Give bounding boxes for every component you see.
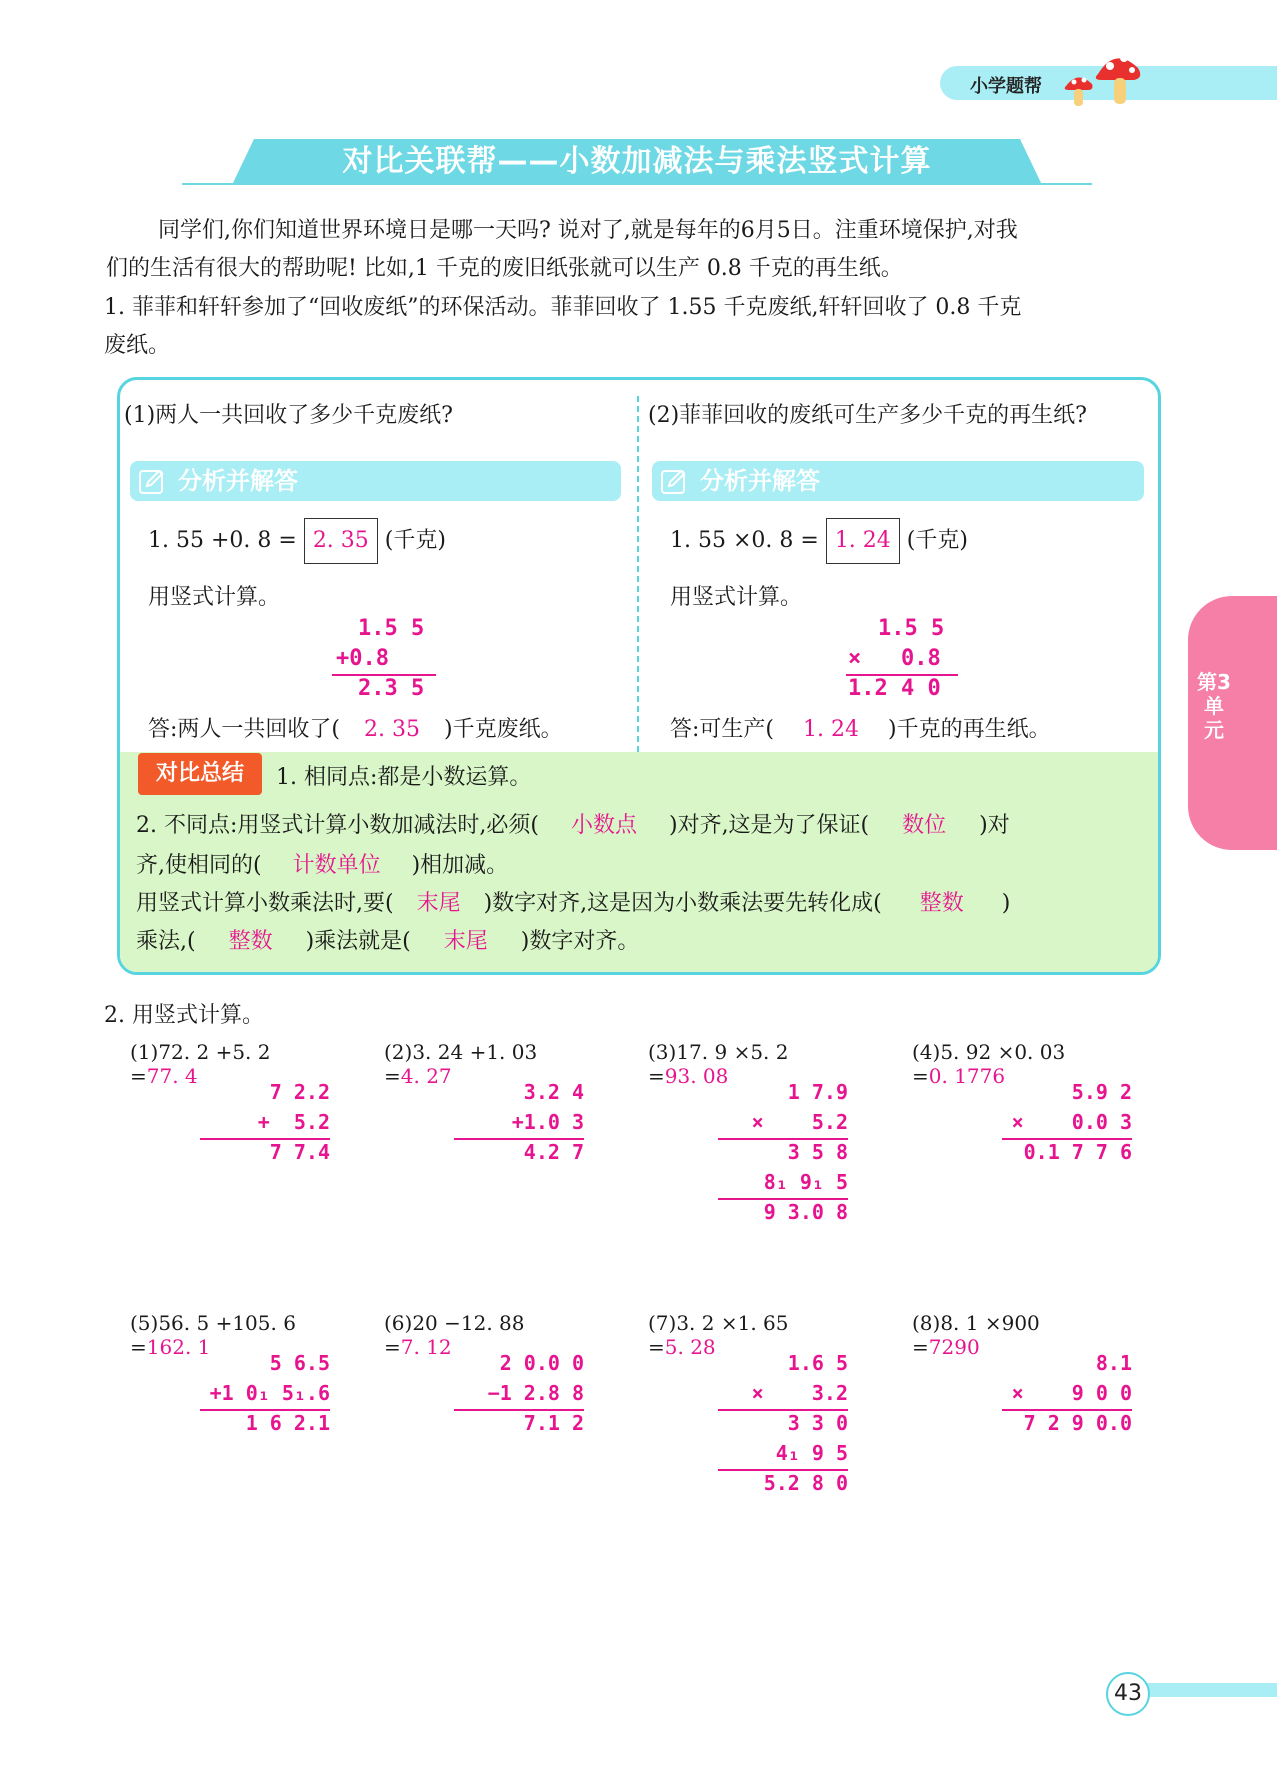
pencil-icon xyxy=(138,467,166,495)
page-title: 对比关联帮——小数加减法与乘法竖式计算 xyxy=(342,144,932,179)
s2a: 2. 不同点:用竖式计算小数加减法时,必须( xyxy=(136,813,539,838)
calc-answer: 4. 27 xyxy=(400,1064,452,1088)
right-final-pre: 答:可生产( xyxy=(670,717,774,742)
left-answer-box: 2. 35 xyxy=(304,518,378,564)
calc-expression: (7)3. 2 ×1. 65 = xyxy=(648,1311,789,1359)
right-analysis-label: 分析并解答 xyxy=(700,467,820,495)
calc-row: 3 3 0 xyxy=(787,1411,848,1435)
s4a: 用竖式计算小数乘法时,要( xyxy=(136,891,394,916)
calc-row: 3.2 4 xyxy=(523,1080,584,1104)
calc-row: +1 0₁ 5₁.6 xyxy=(209,1381,330,1405)
calc-answer: 7290 xyxy=(928,1335,980,1359)
left-analysis-label: 分析并解答 xyxy=(178,467,298,495)
s2d: 数位 xyxy=(902,813,947,838)
calc-row: 3 5 8 xyxy=(787,1140,848,1164)
summary-line-1: 1. 相同点:都是小数运算。 xyxy=(276,765,532,790)
s5a: 乘法,( xyxy=(136,929,196,954)
s4e: ) xyxy=(1001,891,1011,916)
s5e: )数字对齐。 xyxy=(520,929,640,954)
right-expression xyxy=(670,518,968,564)
calc-problem xyxy=(130,1311,330,1435)
calc-row: × 5.2 xyxy=(751,1110,848,1134)
q1-text-1: 1. 菲菲和轩轩参加了“回收废纸”的环保活动。菲菲回收了 1.55 千克废纸,轩轩回收了 0.8 千克 xyxy=(104,295,1022,320)
right-question: (2)菲菲回收的废纸可生产多少千克的再生纸? xyxy=(648,403,1087,428)
left-expression xyxy=(148,518,446,564)
summary-line-3 xyxy=(136,848,508,879)
left-final-pre: 答:两人一共回收了( xyxy=(148,717,340,742)
summary-badge: 对比总结 xyxy=(138,753,262,795)
s3c: )相加减。 xyxy=(411,853,509,878)
calc-row: 8.1 xyxy=(1095,1351,1132,1375)
calc-answer: 93. 08 xyxy=(664,1064,729,1088)
calc-expression: (4)5. 92 ×0. 03 = xyxy=(912,1040,1066,1088)
s5d: 末尾 xyxy=(443,929,488,954)
s4b: 末尾 xyxy=(416,891,461,916)
left-vertical-row-2: +0.8 xyxy=(336,646,389,671)
left-expr-text: 1. 55 +0. 8 = xyxy=(148,528,297,553)
left-vertical-row-1: 1.5 5 xyxy=(358,616,425,641)
calc-row: 7 7.4 xyxy=(269,1140,330,1164)
box-divider xyxy=(637,396,639,752)
right-unit: (千克) xyxy=(906,528,968,553)
calc-row: 1 7.9 xyxy=(787,1080,848,1104)
left-method: 用竖式计算。 xyxy=(148,585,281,610)
right-final-value: 1. 24 xyxy=(803,717,859,742)
s2c: )对齐,这是为了保证( xyxy=(668,813,870,838)
left-unit: (千克) xyxy=(384,528,446,553)
left-question: (1)两人一共回收了多少千克废纸? xyxy=(124,403,453,428)
s4d: 整数 xyxy=(919,891,964,916)
left-final-post: )千克废纸。 xyxy=(444,717,563,742)
calc-problem xyxy=(130,1040,330,1164)
left-vertical-row-3: 2.3 5 xyxy=(358,676,425,701)
calc-expression: (6)20 −12. 88 = xyxy=(384,1311,525,1359)
calc-answer: 7. 12 xyxy=(400,1335,452,1359)
calc-row: 5 6.5 xyxy=(269,1351,330,1375)
right-analysis-bar xyxy=(652,461,1144,501)
calc-row: 1 6 2.1 xyxy=(245,1411,330,1435)
calc-answer: 5. 28 xyxy=(664,1335,716,1359)
calc-row: 7.1 2 xyxy=(523,1411,584,1435)
page-number: 43 xyxy=(1106,1672,1150,1716)
calc-row: × 9 0 0 xyxy=(1011,1381,1132,1405)
calc-expression: (3)17. 9 ×5. 2 = xyxy=(648,1040,789,1088)
right-answer-box: 1. 24 xyxy=(826,518,900,564)
calc-expression: (5)56. 5 +105. 6 = xyxy=(130,1311,296,1359)
unit-side-label: 第3单元 xyxy=(1197,670,1231,742)
calc-problem xyxy=(384,1311,584,1435)
pencil-icon xyxy=(660,467,688,495)
calc-expression: (8)8. 1 ×900 = xyxy=(912,1311,1040,1359)
brand-label: 小学题帮 xyxy=(970,76,1042,97)
right-final-post: )千克的再生纸。 xyxy=(888,717,1051,742)
calc-row: 5.9 2 xyxy=(1071,1080,1132,1104)
intro-line-1: 同学们,你们知道世界环境日是哪一天吗? 说对了,就是每年的6月5日。注重环境保护,对我 xyxy=(158,218,1018,243)
right-vertical-row-1: 1.5 5 xyxy=(878,616,945,641)
s4c: )数字对齐,这是因为小数乘法要先转化成( xyxy=(483,891,882,916)
calc-row: 8₁ 9₁ 5 xyxy=(763,1170,848,1194)
calc-expression: (2)3. 24 +1. 03 = xyxy=(384,1040,538,1088)
calc-row: 7 2 9 0.0 xyxy=(1023,1411,1132,1435)
calc-row: +1.0 3 xyxy=(511,1110,584,1134)
q1-text-2: 废纸。 xyxy=(104,333,171,358)
calc-problem xyxy=(912,1040,1132,1164)
calc-row: 7 2.2 xyxy=(269,1080,330,1104)
right-expr-text: 1. 55 ×0. 8 = xyxy=(670,528,819,553)
right-vertical-row-2: × 0.8 xyxy=(848,646,941,671)
right-final-answer xyxy=(670,712,1051,743)
s2e: )对 xyxy=(979,813,1010,838)
calc-row: + 5.2 xyxy=(257,1110,330,1134)
page-number-bar xyxy=(1130,1683,1277,1697)
left-analysis-bar xyxy=(130,461,621,501)
summary-line-4 xyxy=(136,886,1010,917)
calc-row: 4.2 7 xyxy=(523,1140,584,1164)
s2b: 小数点 xyxy=(570,813,637,838)
right-method: 用竖式计算。 xyxy=(670,585,803,610)
calc-problem xyxy=(912,1311,1132,1435)
s5b: 整数 xyxy=(228,929,273,954)
s3b: 计数单位 xyxy=(292,853,381,878)
q2-heading: 2. 用竖式计算。 xyxy=(104,1003,264,1028)
left-final-answer xyxy=(148,712,563,743)
intro-line-2: 们的生活有很大的帮助呢! 比如,1 千克的废旧纸张就可以生产 0.8 千克的再生纸。 xyxy=(106,256,903,281)
calc-problem xyxy=(648,1311,848,1495)
calc-problem xyxy=(384,1040,584,1164)
calc-row: 2 0.0 0 xyxy=(499,1351,584,1375)
calc-row: 9 3.0 8 xyxy=(763,1200,848,1224)
calc-row: × 0.0 3 xyxy=(1011,1110,1132,1134)
calc-problem xyxy=(648,1040,848,1224)
calc-answer: 0. 1776 xyxy=(928,1064,1006,1088)
calc-answer: 162. 1 xyxy=(146,1335,211,1359)
calc-answer: 77. 4 xyxy=(146,1064,198,1088)
calc-row: 5.2 8 0 xyxy=(763,1471,848,1495)
calc-expression: (1)72. 2 +5. 2 = xyxy=(130,1040,271,1088)
summary-line-2 xyxy=(136,808,1010,839)
left-final-value: 2. 35 xyxy=(364,717,420,742)
s5c: )乘法就是( xyxy=(305,929,411,954)
calc-row: 0.1 7 7 6 xyxy=(1023,1140,1132,1164)
s3a: 齐,使相同的( xyxy=(136,853,262,878)
right-vertical-row-3: 1.2 4 0 xyxy=(848,676,941,701)
calc-row: −1 2.8 8 xyxy=(487,1381,584,1405)
summary-line-5 xyxy=(136,924,639,955)
mushroom-icon xyxy=(1060,44,1150,114)
calc-row: 4₁ 9 5 xyxy=(775,1441,848,1465)
calc-row: 1.6 5 xyxy=(787,1351,848,1375)
calc-row: × 3.2 xyxy=(751,1381,848,1405)
